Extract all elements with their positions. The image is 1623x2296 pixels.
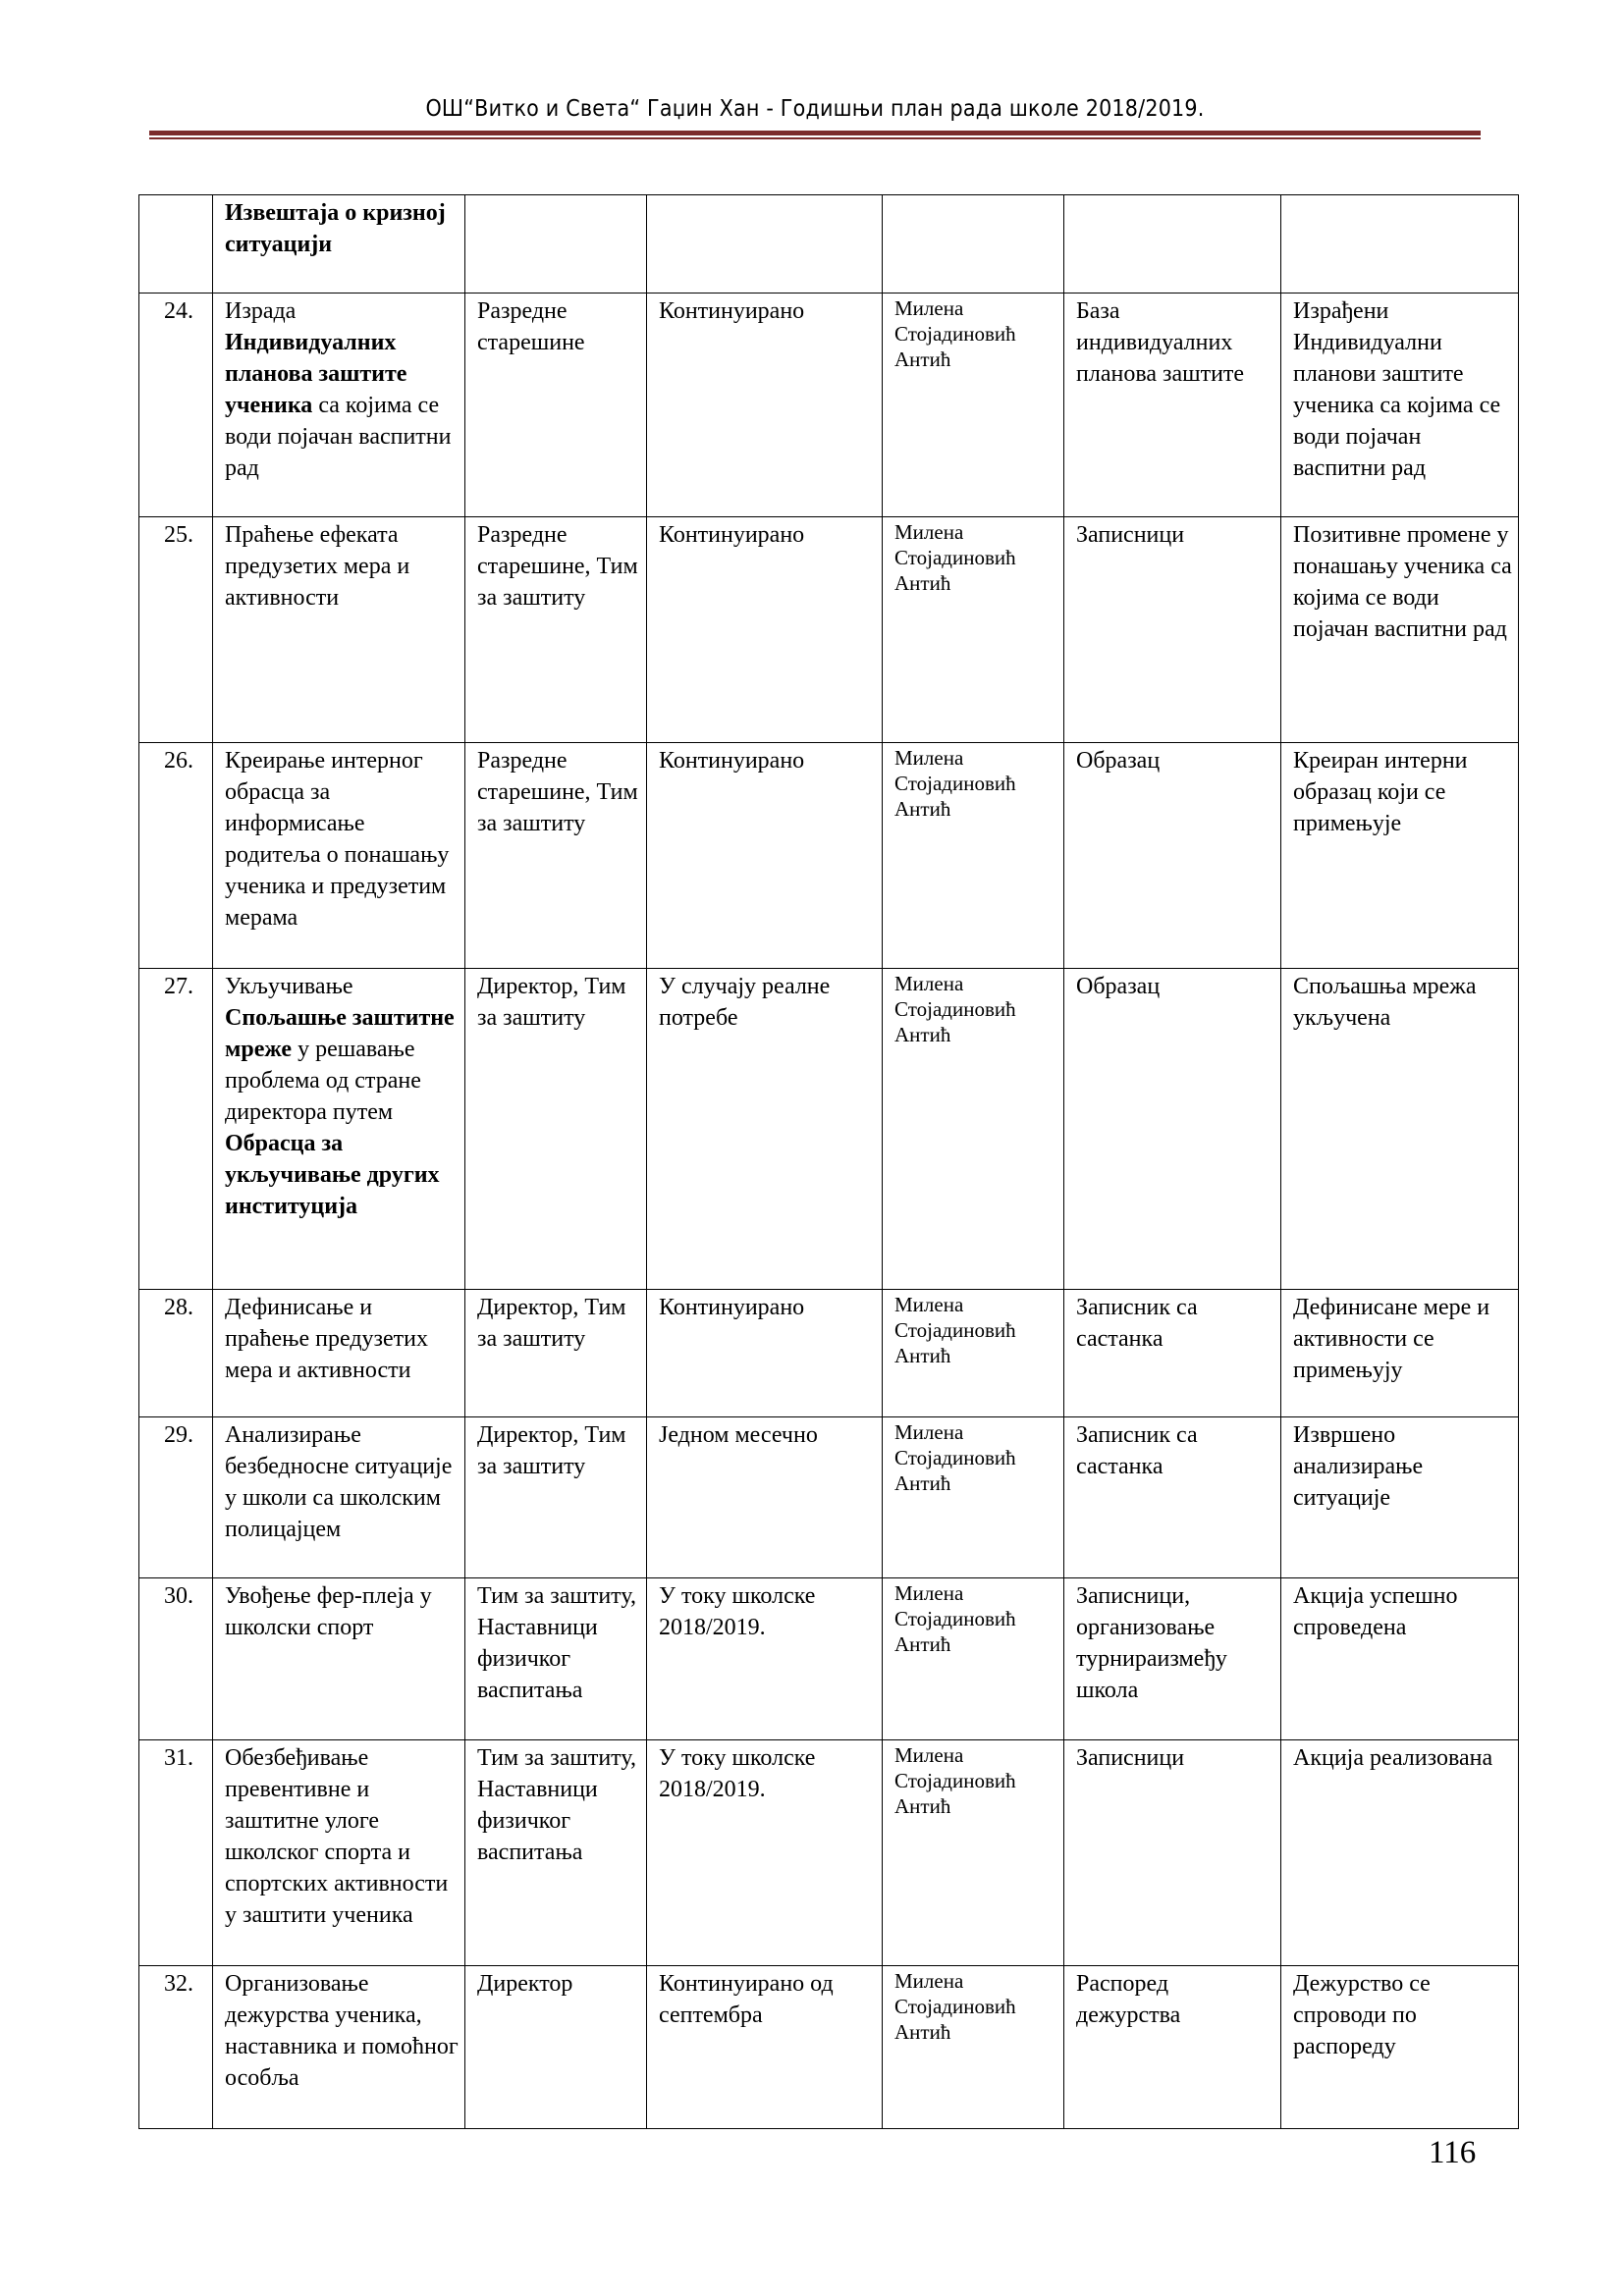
activity-text: Анализирање безбедносне ситуације у школи са школским полицајцем [225,1422,453,1542]
activity-text-bold: Извештаја о кризној ситуацији [225,200,446,257]
activity-cell [213,1578,465,1740]
activity-text: Израда [225,298,297,324]
evidence-cell: Записници [1064,517,1281,743]
evidence-cell: Записници [1064,1740,1281,1966]
activity-text: Обезбеђивање превентивне и заштитне улоге школског спорта и спортских активности у заштити ученика [225,1745,449,1928]
responsible-cell: Милена Стојадиновић Антић [883,517,1064,743]
activity-text: Организовање дежурства ученика, наставника и помоћног особља [225,1971,459,2091]
time-cell [647,195,883,294]
responsible-cell: Милена Стојадиновић Антић [883,1966,1064,2129]
outcome-cell: Спољашња мрежа укључена [1281,969,1519,1290]
row-number-cell: 32. [139,1966,213,2129]
time-cell: У току школске 2018/2019. [647,1740,883,1966]
table-row [139,1417,1519,1578]
row-number-cell: 25. [139,517,213,743]
row-number-cell [139,195,213,294]
evidence-cell: Образац [1064,743,1281,969]
table-row [139,743,1519,969]
time-cell: Континуирано од септембра [647,1966,883,2129]
page-number: 116 [1429,2135,1477,2170]
activity-cell [213,294,465,517]
table-row [139,294,1519,517]
evidence-cell: Записници, организовање турнираизмеђу школа [1064,1578,1281,1740]
time-cell: У току школске 2018/2019. [647,1578,883,1740]
evidence-cell: Образац [1064,969,1281,1290]
participants-cell: Директор, Тим за заштиту [465,1290,647,1417]
activity-text: са којима се води појачан васпитни рад [225,393,452,481]
header-rule-thick [149,131,1481,135]
participants-cell: Директор, Тим за заштиту [465,1417,647,1578]
table-row [139,1966,1519,2129]
participants-cell: Разредне старешине [465,294,647,517]
table-row [139,1290,1519,1417]
activity-cell [213,1290,465,1417]
row-number-cell: 28. [139,1290,213,1417]
participants-cell: Директор [465,1966,647,2129]
evidence-cell: Распоред дежурства [1064,1966,1281,2129]
participants-cell: Разредне старешине, Тим за заштиту [465,517,647,743]
outcome-cell: Извршено анализирање ситуације [1281,1417,1519,1578]
outcome-cell: Позитивне промене у понашању ученика са којима се води појачан васпитни рад [1281,517,1519,743]
activity-cell [213,1740,465,1966]
outcome-cell: Дежурство се спроводи по распореду [1281,1966,1519,2129]
participants-cell: Тим за заштиту, Наставници физичког васпитања [465,1740,647,1966]
activity-cell [213,969,465,1290]
activity-cell [213,743,465,969]
activity-text: Креирање интерног обрасца за информисање родитеља о понашању ученика и предузетим мерама [225,748,450,931]
outcome-cell: Дефинисане мере и активности се примењују [1281,1290,1519,1417]
responsible-cell: Милена Стојадиновић Антић [883,743,1064,969]
row-number-cell: 26. [139,743,213,969]
activity-cell [213,195,465,294]
responsible-cell [883,195,1064,294]
activity-text: Увођење фер-плеја у школски спорт [225,1583,432,1640]
activity-text-bold: Спољашње заштитне мреже [225,1005,455,1062]
evidence-cell: Записник са састанка [1064,1417,1281,1578]
activity-cell [213,1417,465,1578]
document-header: ОШ“Витко и Света“ Гаџин Хан - Годишњи план рада школе 2018/2019. [425,96,1205,122]
evidence-cell: Записник са састанка [1064,1290,1281,1417]
activity-text: у решавање проблема од стране директора путем [225,1037,421,1125]
header-rule-thin [149,137,1481,139]
participants-cell: Разредне старешине, Тим за заштиту [465,743,647,969]
time-cell: Једном месечно [647,1417,883,1578]
evidence-cell: База индивидуалних планова заштите [1064,294,1281,517]
outcome-cell: Креиран интерни образац који се примењује [1281,743,1519,969]
outcome-cell: Акција реализована [1281,1740,1519,1966]
row-number-cell: 30. [139,1578,213,1740]
row-number-cell: 31. [139,1740,213,1966]
table-row [139,517,1519,743]
table-row [139,969,1519,1290]
participants-cell: Тим за заштиту, Наставници физичког васпитања [465,1578,647,1740]
outcome-cell: Израђени Индивидуални планови заштите ученика са којима се води појачан васпитни рад [1281,294,1519,517]
outcome-cell: Акција успешно спроведена [1281,1578,1519,1740]
row-number-cell: 27. [139,969,213,1290]
time-cell: Континуирано [647,743,883,969]
responsible-cell: Милена Стојадиновић Антић [883,1290,1064,1417]
row-number-cell: 29. [139,1417,213,1578]
responsible-cell: Милена Стојадиновић Антић [883,1417,1064,1578]
activity-text: Укључивање [225,974,353,999]
responsible-cell: Милена Стојадиновић Антић [883,1740,1064,1966]
responsible-cell: Милена Стојадиновић Антић [883,1578,1064,1740]
time-cell: Континуирано [647,294,883,517]
table-row [139,1578,1519,1740]
time-cell: У случају реалне потребе [647,969,883,1290]
table-row [139,195,1519,294]
participants-cell [465,195,647,294]
responsible-cell: Милена Стојадиновић Антић [883,969,1064,1290]
row-number-cell: 24. [139,294,213,517]
activity-text: Дефинисање и праћење предузетих мера и активности [225,1295,429,1383]
activity-cell [213,517,465,743]
activity-cell [213,1966,465,2129]
evidence-cell [1064,195,1281,294]
time-cell: Континуирано [647,1290,883,1417]
activity-plan-table [138,194,1519,2129]
participants-cell: Директор, Тим за заштиту [465,969,647,1290]
table-row [139,1740,1519,1966]
activity-text-bold: Обрасца за укључивање других институција [225,1131,440,1219]
activity-text: Праћење ефеката предузетих мера и активности [225,522,410,611]
outcome-cell [1281,195,1519,294]
time-cell: Континуирано [647,517,883,743]
activity-text-bold: Индивидуалних планова заштите ученика [225,330,407,418]
responsible-cell: Милена Стојадиновић Антић [883,294,1064,517]
